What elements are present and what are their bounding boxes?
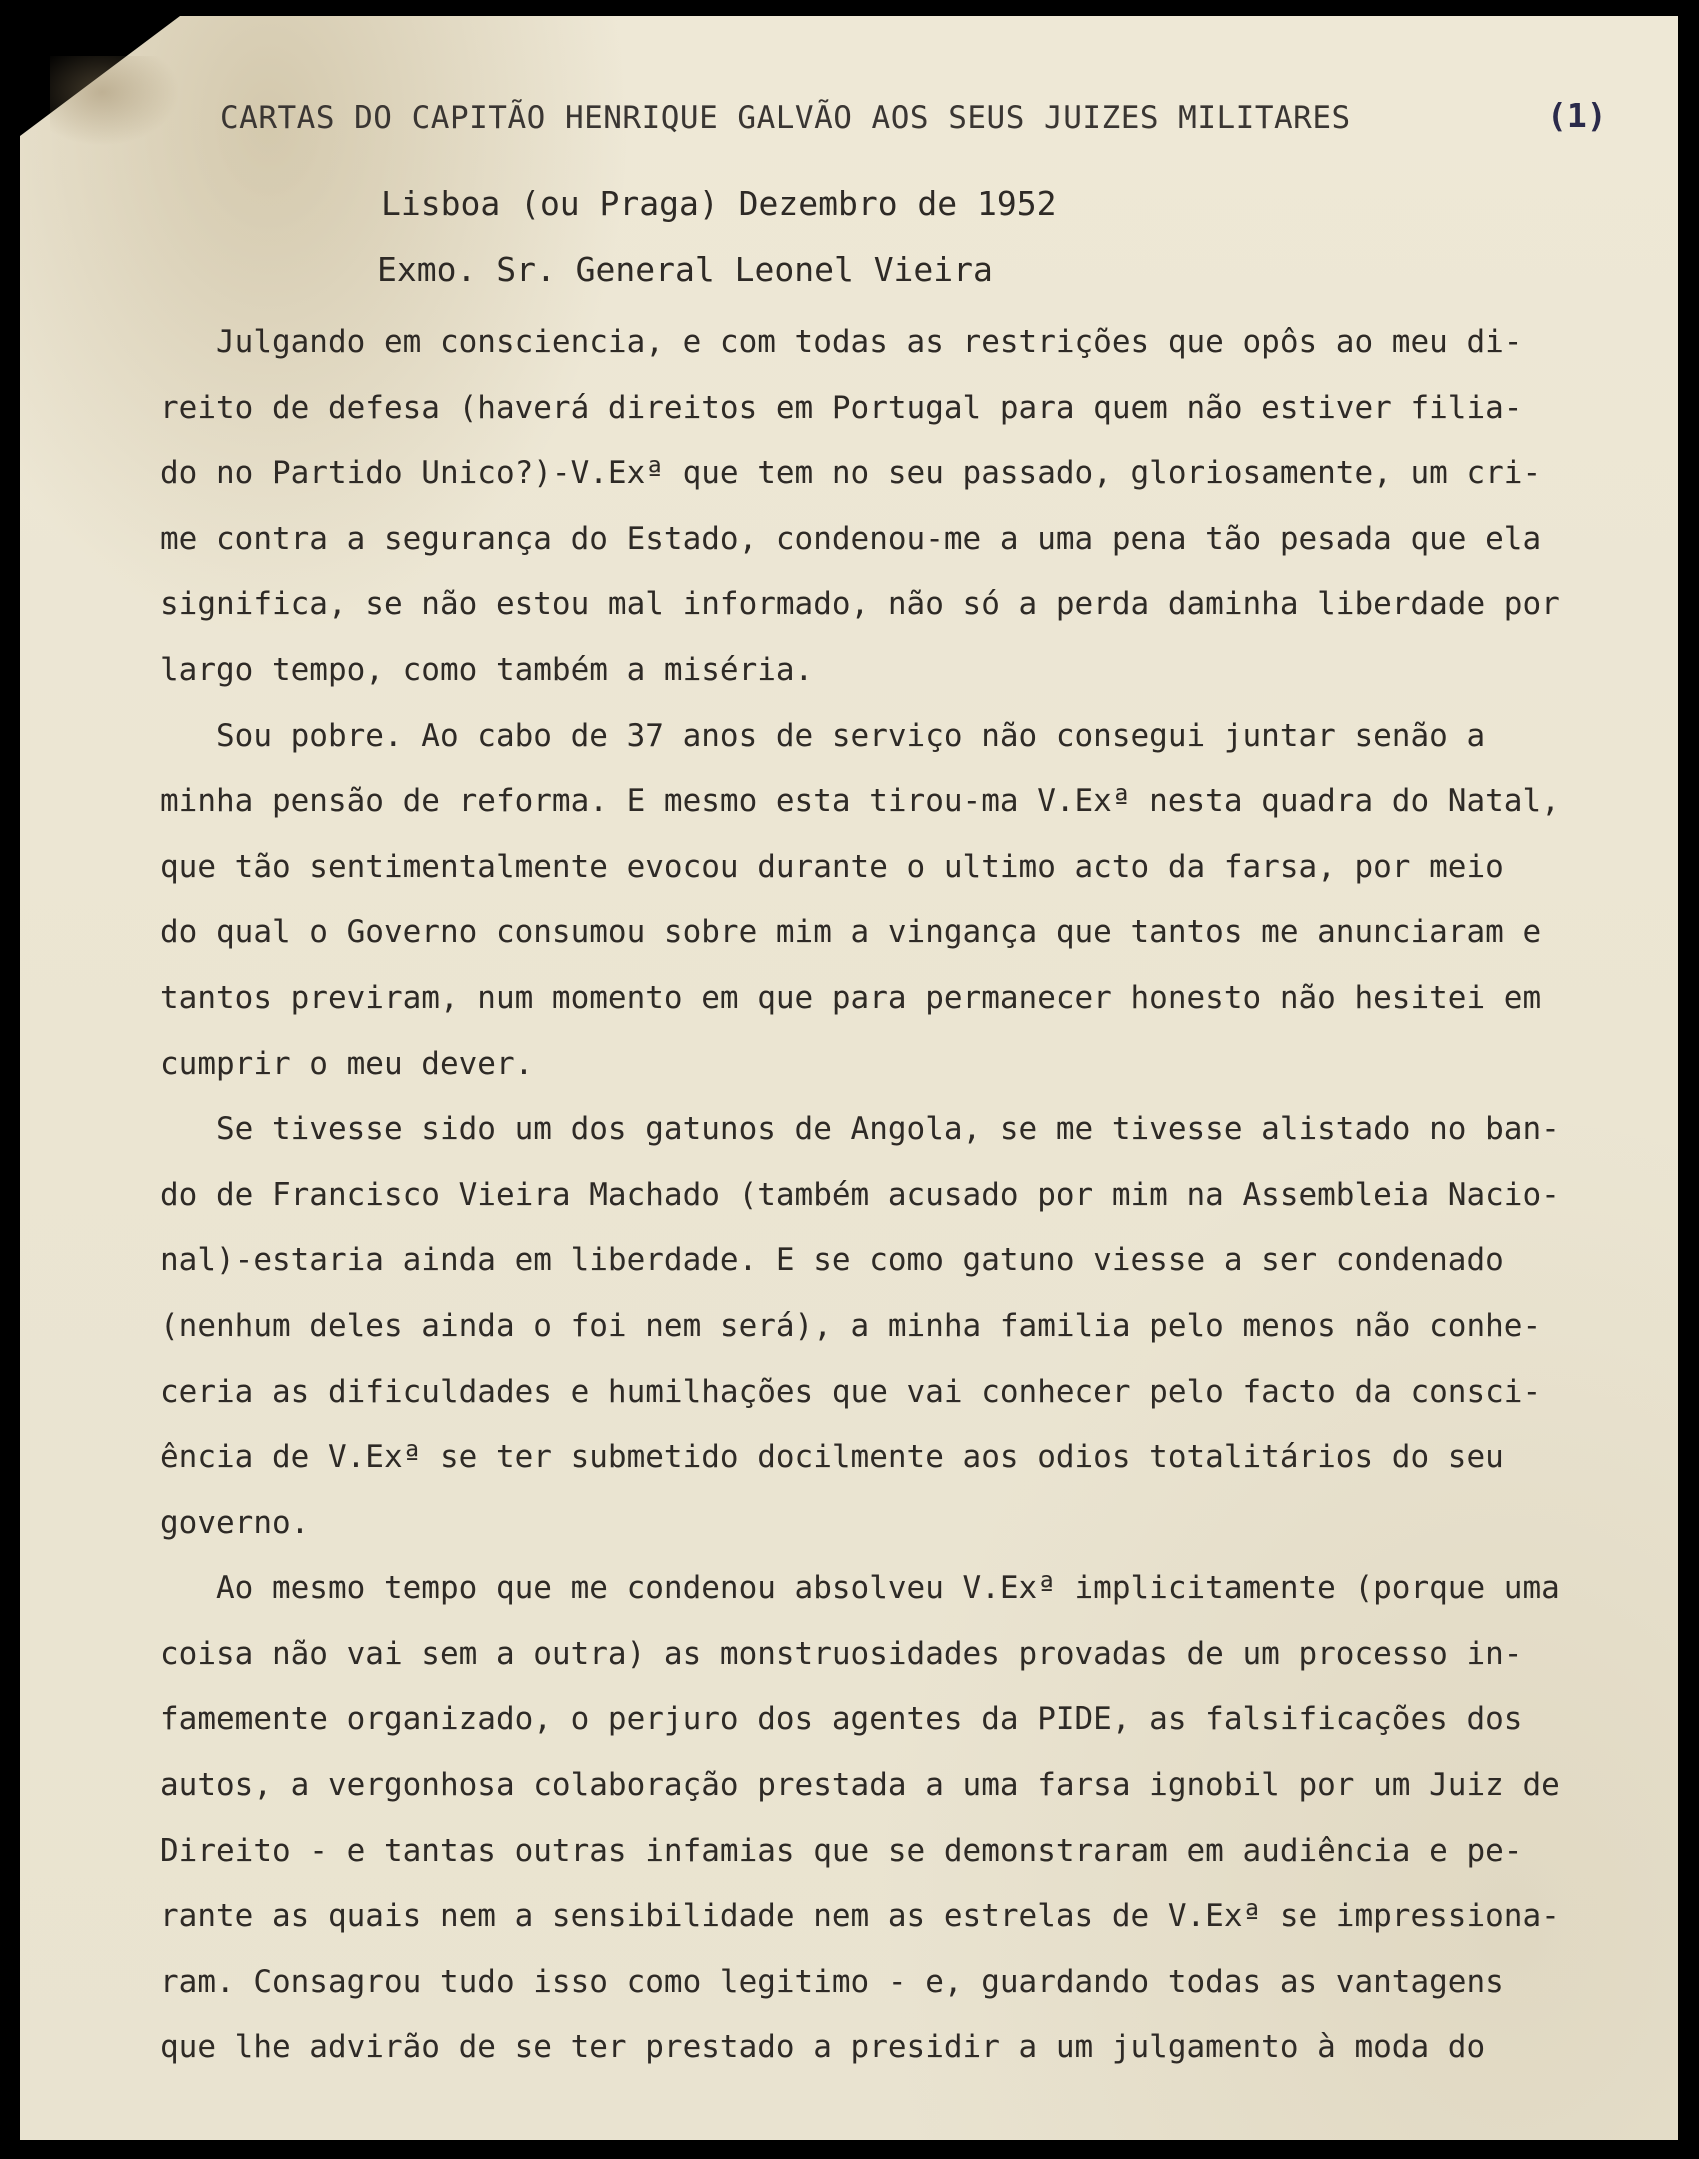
body-line: reito de defesa (haverá direitos em Portugal para quem não estiver filia-: [160, 389, 1523, 426]
body-line: governo.: [160, 1504, 310, 1541]
body-line: que tão sentimentalmente evocou durante o ultimo acto da farsa, por meio: [160, 848, 1504, 885]
body-line: Sou pobre. Ao cabo de 37 anos de serviço não consegui juntar senão a: [160, 717, 1486, 754]
body-line: que lhe advirão de se ter prestado a presidir a um julgamento à moda do: [160, 2029, 1486, 2066]
body-line: do qual o Governo consumou sobre mim a vingança que tantos me anunciaram e: [160, 914, 1542, 951]
typewritten-letter-page: [20, 16, 1678, 2140]
body-line: Julgando em consciencia, e com todas as restrições que opôs ao meu di-: [160, 324, 1523, 360]
body-line: coisa não vai sem a outra) as monstruosidades provadas de um processo in-: [160, 1635, 1523, 1672]
body-line: tantos previram, num momento em que para permanecer honesto não hesitei em: [160, 979, 1542, 1016]
body-line: ram. Consagrou tudo isso como legitimo - e, guardando todas as vantagens: [160, 1963, 1504, 2000]
body-line: Ao mesmo tempo que me condenou absolveu V.Exª implicitamente (porque uma: [160, 1570, 1560, 1607]
place-and-date: Lisboa (ou Praga) Dezembro de 1952: [381, 184, 1057, 223]
body-line: me contra a segurança do Estado, condenou-me a uma pena tão pesada que ela: [160, 520, 1542, 557]
body-line: minha pensão de reforma. E mesmo esta tirou-ma V.Exª nesta quadra do Natal,: [160, 783, 1560, 820]
body-line: cumprir o meu dever.: [160, 1045, 534, 1082]
page-number: (1): [1547, 96, 1607, 135]
body-line: autos, a vergonhosa colaboração prestada a uma farsa ignobil por um Juiz de: [160, 1767, 1560, 1804]
body-line: famemente organizado, o perjuro dos agentes da PIDE, as falsificações dos: [160, 1701, 1523, 1738]
document-header-title: CARTAS DO CAPITÃO HENRIQUE GALVÃO AOS SEUS JUIZES MILITARES: [220, 100, 1351, 136]
body-line: Direito - e tantas outras infamias que se demonstraram em audiência e pe-: [160, 1832, 1523, 1869]
body-line: nal)-estaria ainda em liberdade. E se como gatuno viesse a ser condenado: [160, 1242, 1504, 1279]
body-line: significa, se não estou mal informado, não só a perda daminha liberdade por: [160, 586, 1560, 623]
body-line: do no Partido Unico?)-V.Exª que tem no seu passado, gloriosamente, um cri-: [160, 455, 1542, 492]
body-line: Se tivesse sido um dos gatunos de Angola, se me tivesse alistado no ban-: [160, 1111, 1560, 1148]
body-line: ência de V.Exª se ter submetido docilmente aos odios totalitários do seu: [160, 1439, 1504, 1476]
corner-stain: [50, 56, 180, 146]
body-line: largo tempo, como também a miséria.: [160, 651, 814, 688]
body-line: (nenhum deles ainda o foi nem será), a minha familia pelo menos não conhe-: [160, 1307, 1542, 1344]
body-line: do de Francisco Vieira Machado (também acusado por mim na Assembleia Nacio-: [160, 1176, 1560, 1213]
body-line: ceria as dificuldades e humilhações que vai conhecer pelo facto da consci-: [160, 1373, 1542, 1410]
body-line: rante as quais nem a sensibilidade nem as estrelas de V.Exª se impressiona-: [160, 1898, 1560, 1935]
salutation: Exmo. Sr. General Leonel Vieira: [377, 250, 993, 289]
letter-body: [160, 310, 1678, 2081]
